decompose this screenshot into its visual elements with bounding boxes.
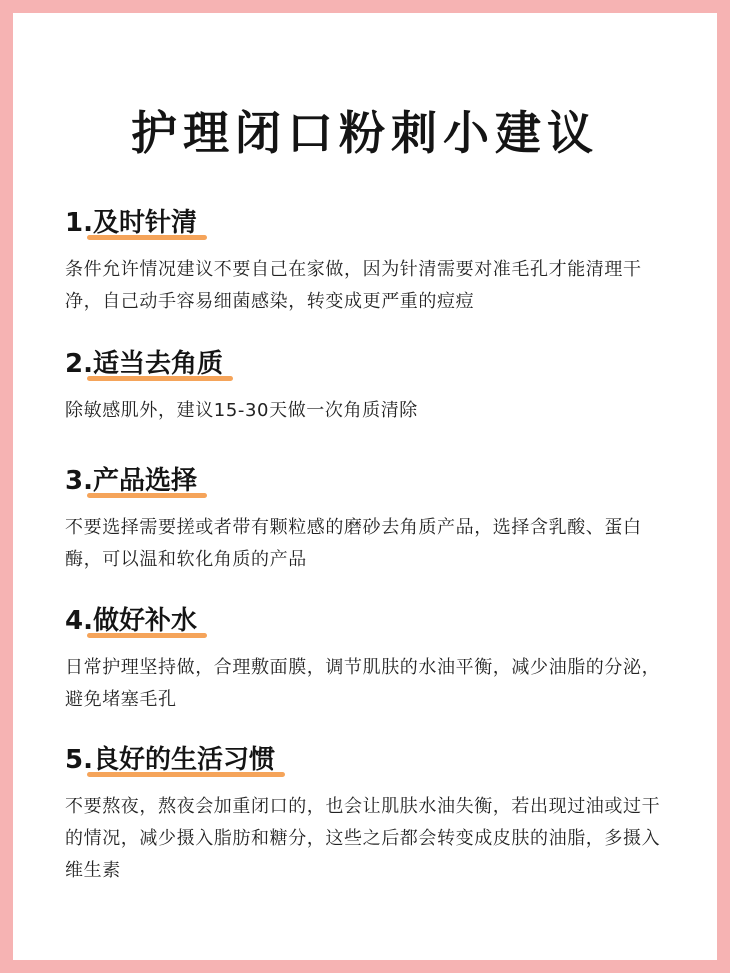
section-number: 2. [65, 349, 93, 379]
section-number: 5. [65, 745, 93, 775]
section-5 [65, 743, 685, 887]
section-number: 4. [65, 606, 93, 636]
section-number: 1. [65, 208, 93, 238]
section-body: 除敏感肌外，建议15-30天做一次角质清除 [65, 400, 418, 421]
section-heading [65, 464, 197, 498]
section-heading-text: 做好补水 [92, 606, 197, 636]
section-heading-text: 产品选择 [92, 466, 197, 496]
section-body: 不要熬夜，熬夜会加重闭口的，也会让肌肤水油失衡，若出现过油或过干的情况，减少摄入脂肪和糖分，这些之后都会转变成皮肤的油脂，多摄入维生素 [65, 796, 661, 881]
page-title: 护理闭口粉刺小建议 [131, 106, 599, 160]
section-body: 条件允许情况建议不要自己在家做，因为针清需要对准毛孔才能清理干净，自己动手容易细菌感染，转变成更严重的痘痘 [65, 259, 642, 312]
section-body: 不要选择需要搓或者带有颗粒感的磨砂去角质产品，选择含乳酸、蛋白酶，可以温和软化角质的产品 [65, 517, 642, 570]
section-4 [65, 604, 685, 716]
section-3 [65, 464, 685, 576]
section-body: 日常护理坚持做，合理敷面膜，调节肌肤的水油平衡，减少油脂的分泌，避免堵塞毛孔 [65, 657, 661, 710]
section-heading-text: 及时针清 [92, 208, 197, 238]
section-heading [65, 604, 197, 638]
section-heading-text: 良好的生活习惯 [92, 745, 275, 775]
section-1 [65, 206, 685, 318]
section-number: 3. [65, 466, 93, 496]
content-card [13, 13, 717, 960]
section-heading [65, 347, 223, 381]
section-heading [65, 743, 275, 777]
section-heading [65, 206, 197, 240]
section-heading-text: 适当去角质 [92, 349, 223, 379]
section-2 [65, 347, 685, 427]
